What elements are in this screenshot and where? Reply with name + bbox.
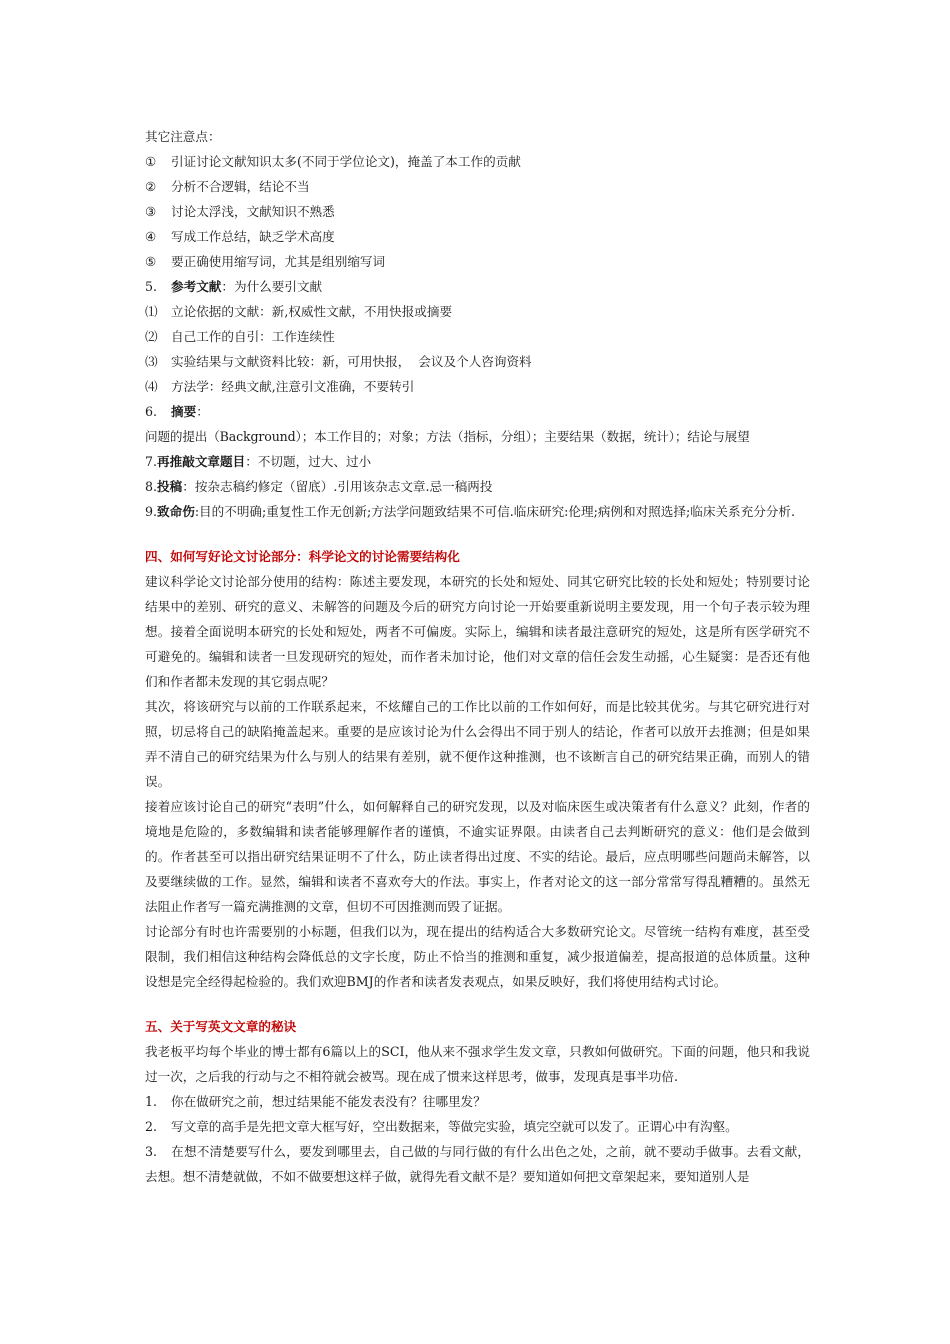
item-text: 讨论太浮浅，文献知识不熟悉 xyxy=(171,204,335,219)
fatal-text: :目的不明确;重复性工作无创新;方法学问题致结果不可信.临床研究:伦理;病例和对照选择;临床关系充分分析. xyxy=(194,504,795,519)
document-page xyxy=(145,124,810,1189)
list-item xyxy=(145,174,810,199)
abstract-label: 摘要 xyxy=(171,404,197,419)
submission-item xyxy=(145,474,810,499)
abstract-heading xyxy=(145,399,810,424)
item-text: 你在做研究之前，想过结果能不能发表没有？往哪里发？ xyxy=(171,1094,486,1109)
item-number: 7. xyxy=(145,454,158,469)
fatal-item xyxy=(145,499,810,524)
item-number: ⑤ xyxy=(145,254,157,269)
item-number: ⑴ xyxy=(145,304,158,319)
item-number: 6. xyxy=(145,404,158,419)
item-number: ⑶ xyxy=(145,354,158,369)
title-item-label: 再推敲文章题目 xyxy=(157,454,246,469)
section-5-heading: 五、关于写英文文章的秘诀 xyxy=(145,1019,297,1034)
item-number: 2. xyxy=(145,1119,158,1134)
title-item xyxy=(145,449,810,474)
references-label: 参考文献 xyxy=(171,279,222,294)
item-number: 1. xyxy=(145,1094,158,1109)
list-item xyxy=(145,1089,810,1114)
item-number: 8. xyxy=(145,479,158,494)
abstract-text: 问题的提出（Background）；本工作目的；对象；方法（指标，分组）；主要结果（数据，统计）；结论与展望 xyxy=(145,429,750,444)
item-number: ⑷ xyxy=(145,379,158,394)
submission-label: 投稿 xyxy=(157,479,183,494)
section-4-paragraph: 其次，将该研究与以前的工作联系起来，不炫耀自己的工作比以前的工作如何好，而是比较其优劣。与其它研究进行对照，切忌将自己的缺陷掩盖起来。重要的是应该讨论为什么会得出不同于别人的结论，作者可以放开去推测；但是如果弄不清自己的研究结果为什么与别人的结果有差别，就不便作这种推测，也不该断言自己的研究结果正确，而别人的错误。 xyxy=(145,699,810,789)
section-5-intro: 我老板平均每个毕业的博士都有6篇以上的SCI，他从来不强求学生发文章，只教如何做研究。下面的问题，他只和我说过一次，之后我的行动与之不相符就会被骂。现在成了惯来这样思考，做事，发现真是事半功倍. xyxy=(145,1044,810,1084)
item-number: 9. xyxy=(145,504,158,519)
list-item xyxy=(145,199,810,224)
list-item xyxy=(145,324,810,349)
item-number: 3. xyxy=(145,1144,158,1159)
notes-title: 其它注意点： xyxy=(145,129,221,144)
title-item-text: ：不切题，过大、过小 xyxy=(245,454,372,469)
list-item xyxy=(145,1114,810,1139)
item-text: 立论依据的文献：新,权威性文献，不用快报或摘要 xyxy=(171,304,453,319)
item-number: ① xyxy=(145,154,157,169)
list-item xyxy=(145,249,810,274)
list-item xyxy=(145,1139,810,1189)
references-list xyxy=(145,299,810,399)
spacer xyxy=(145,994,810,1014)
section-4-paragraph: 建议科学论文讨论部分使用的结构：陈述主要发现，本研究的长处和短处、同其它研究比较的长处和短处；特别要讨论结果中的差别、研究的意义、未解答的问题及今后的研究方向讨论一开始要重新说明主要发现，用一个句子表示较为理想。接着全面说明本研究的长处和短处，两者不可偏废。实际上，编辑和读者最注意研究的短处，这是所有医学研究不可避免的。编辑和读者一旦发现研究的短处，而作者未加讨论，他们对文章的信任会发生动摇，心生疑窦：是否还有他们和作者都未发现的其它弱点呢？ xyxy=(145,574,810,689)
fatal-label: 致命伤 xyxy=(157,504,195,519)
item-text: 写文章的高手是先把文章大框写好，空出数据来，等做完实验，填完空就可以发了。正谓心中有沟壑。 xyxy=(171,1119,738,1134)
spacer xyxy=(145,524,810,544)
notes-list xyxy=(145,149,810,274)
references-heading xyxy=(145,274,810,299)
item-text: 写成工作总结，缺乏学术高度 xyxy=(171,229,335,244)
references-text: ：为什么要引文献 xyxy=(221,279,323,294)
item-text: 要正确使用缩写词，尤其是组别缩写词 xyxy=(171,254,386,269)
list-item xyxy=(145,349,810,374)
item-text: 分析不合逻辑，结论不当 xyxy=(171,179,310,194)
abstract-colon: ： xyxy=(196,404,209,419)
item-number: ③ xyxy=(145,204,157,219)
list-item xyxy=(145,149,810,174)
item-text: 方法学：经典文献,注意引文准确，不要转引 xyxy=(171,379,415,394)
section-4-paragraph: 接着应该讨论自己的研究“表明”什么，如何解释自己的研究发现，以及对临床医生或决策者有什么意义？此刻，作者的境地是危险的，多数编辑和读者能够理解作者的谨慎，不逾实证界限。由读者自己去判断研究的意义：他们是会做到的。作者甚至可以指出研究结果证明不了什么，防止读者得出过度、不实的结论。最后，应点明哪些问题尚未解答，以及要继续做的工作。显然，编辑和读者不喜欢夸大的作法。事实上，作者对论文的这一部分常常写得乱糟糟的。虽然无法阻止作者写一篇充满推测的文章，但切不可因推测而毁了证据。 xyxy=(145,799,810,914)
submission-text: ：按杂志稿约修定（留底）.引用该杂志文章.忌一稿两投 xyxy=(182,479,493,494)
item-number: ④ xyxy=(145,229,157,244)
list-item xyxy=(145,224,810,249)
item-text: 在想不清楚要写什么，要发到哪里去，自己做的与同行做的有什么出色之处，之前，就不要动手做事。去看文献，去想。想不清楚就做，不如不做要想这样子做，就得先看文献不是？要知道如何把文章架起来，要知道别人是 xyxy=(145,1144,810,1184)
item-text: 实验结果与文献资料比较：新，可用快报， 会议及个人咨询资料 xyxy=(171,354,532,369)
list-item xyxy=(145,299,810,324)
section-4-heading: 四、如何写好论文讨论部分：科学论文的讨论需要结构化 xyxy=(145,549,460,564)
item-number: ⑵ xyxy=(145,329,158,344)
item-text: 自己工作的自引：工作连续性 xyxy=(171,329,335,344)
item-text: 引证讨论文献知识太多(不同于学位论文)，掩盖了本工作的贡献 xyxy=(171,154,521,169)
list-item xyxy=(145,374,810,399)
section-4-paragraph: 讨论部分有时也许需要别的小标题，但我们以为，现在提出的结构适合大多数研究论文。尽管统一结构有难度，甚至受限制，我们相信这种结构会降低总的文字长度，防止不恰当的推测和重复，减少报道偏差，提高报道的总体质量。这种设想是完全经得起检验的。我们欢迎BMJ的作者和读者发表观点，如果反映好，我们将使用结构式讨论。 xyxy=(145,924,810,989)
section-5-list xyxy=(145,1089,810,1189)
item-number: ② xyxy=(145,179,157,194)
item-number: 5. xyxy=(145,279,158,294)
